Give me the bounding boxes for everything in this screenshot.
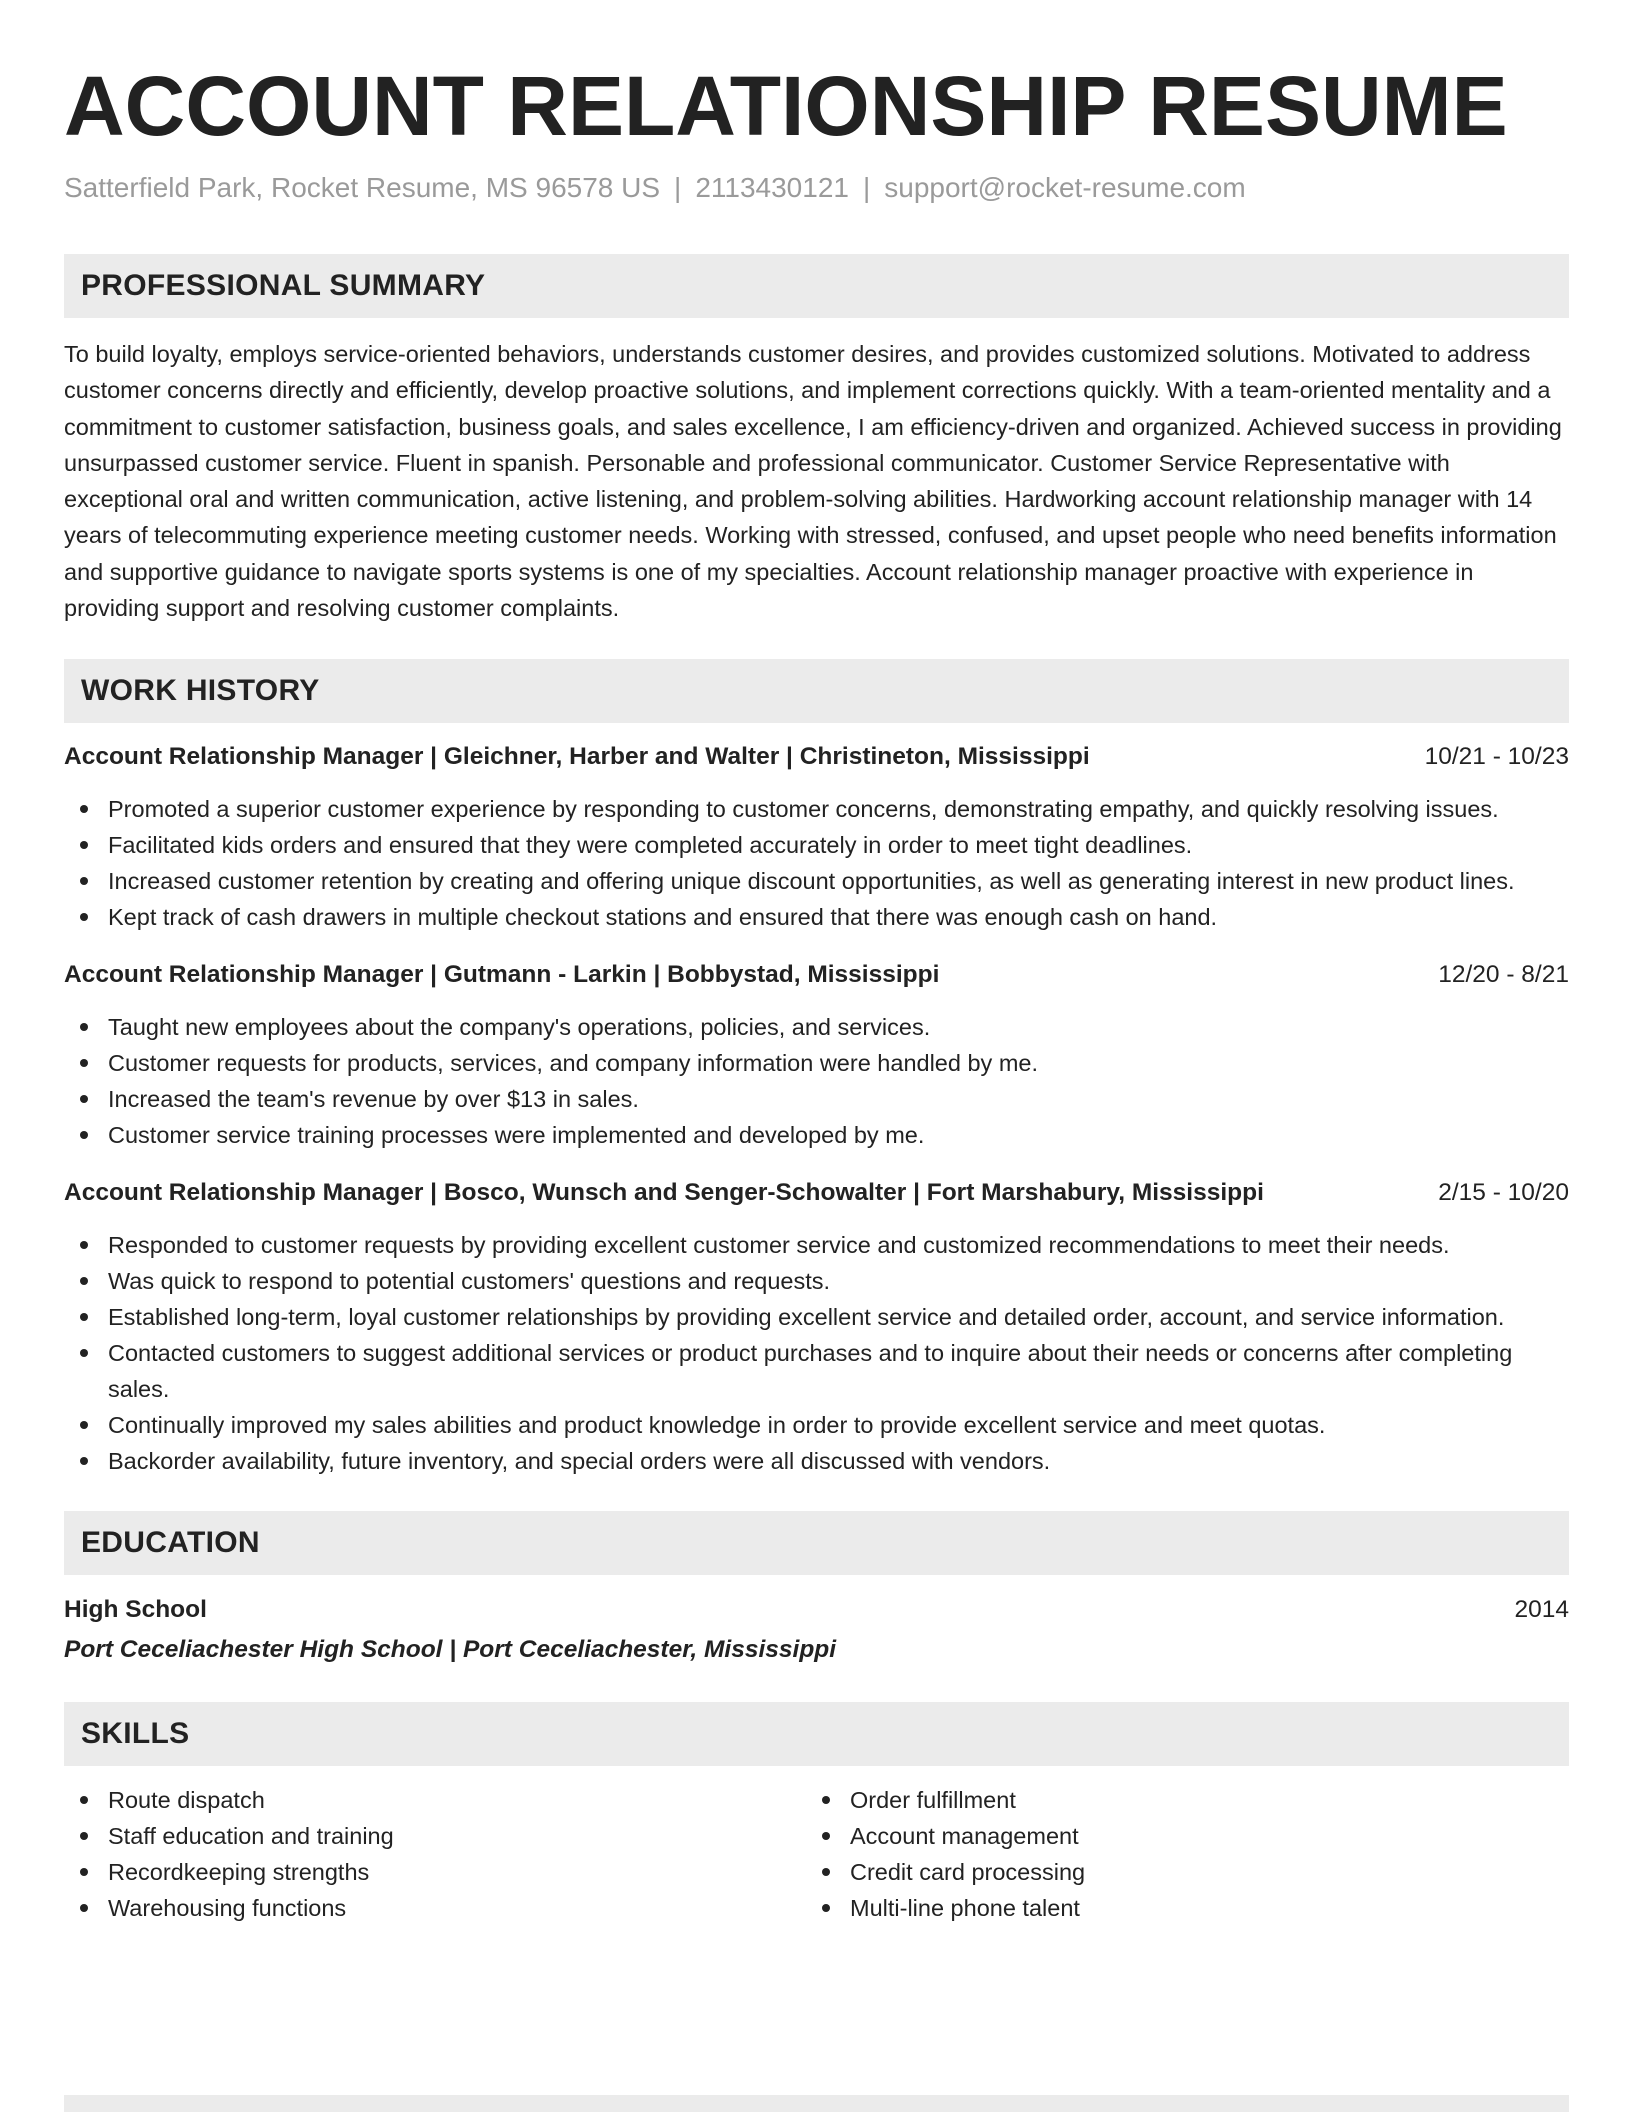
job-bullet: Taught new employees about the company's operations, policies, and services. [64, 1009, 1569, 1045]
job-bullet: Facilitated kids orders and ensured that they were completed accurately in order to meet tight deadlines. [64, 827, 1569, 863]
skills-heading: SKILLS [81, 1717, 190, 1751]
skill-item: Multi-line phone talent [806, 1890, 1548, 1926]
contact-separator: | [862, 172, 871, 203]
job-bullet: Continually improved my sales abilities and product knowledge in order to provide excellent service and meet quotas. [64, 1407, 1569, 1443]
skills-list-right [806, 1782, 1548, 1926]
job-bullet: Was quick to respond to potential customers' questions and requests. [64, 1263, 1569, 1299]
work-section-header [64, 659, 1569, 723]
skill-item: Credit card processing [806, 1854, 1548, 1890]
summary-section-header [64, 254, 1569, 318]
job-entry [64, 739, 1569, 935]
contact-phone: 2113430121 [695, 172, 849, 203]
summary-text: To build loyalty, employs service-oriented behaviors, understands customer desires, and provides customized solutions. Motivated to address customer concerns directly and efficiently, develop proactive solutions, and implement corrections quickly. With a team-oriented mentality and a commitment to customer satisfaction, business goals, and sales excellence, I am efficiency-driven and organized. Achieved success in providing unsurpassed customer service. Fluent in spanish. Personable and professional communicator. Customer Service Representative with exceptional oral and written communication, active listening, and problem-solving abilities. Hardworking account relationship manager with 14 years of telecommuting experience meeting customer needs. Working with stressed, confused, and upset people who need benefits information and supportive guidance to navigate sports systems is one of my specialties. Account relationship manager proactive with experience in providing support and resolving customer complaints. [64, 341, 1562, 622]
job-bullet: Backorder availability, future inventory, and special orders were all discussed with vendors. [64, 1443, 1569, 1479]
contact-address: Satterfield Park, Rocket Resume, MS 96578 US [64, 172, 661, 203]
skills-list-left [64, 1782, 806, 1926]
resume-title: ACCOUNT RELATIONSHIP RESUME [64, 59, 1508, 153]
education-header [64, 1592, 1569, 1628]
job-dates: 12/20 - 8/21 [1438, 961, 1569, 989]
job-entry [64, 1175, 1569, 1479]
job-bullets [64, 1009, 1569, 1153]
job-entry [64, 957, 1569, 1153]
job-title: Account Relationship Manager | Bosco, Wunsch and Senger-Schowalter | Fort Marshabury, Mississippi [64, 1179, 1264, 1207]
skill-item: Account management [806, 1818, 1548, 1854]
job-dates: 2/15 - 10/20 [1438, 1179, 1569, 1207]
education-degree: High School [64, 1596, 207, 1624]
job-bullet: Established long-term, loyal customer relationships by providing excellent service and detailed order, account, and service information. [64, 1299, 1569, 1335]
work-heading: WORK HISTORY [81, 674, 320, 708]
job-bullet: Increased the team's revenue by over $13 in sales. [64, 1081, 1569, 1117]
job-bullet: Promoted a superior customer experience by responding to customer concerns, demonstrating empathy, and quickly resolving issues. [64, 791, 1569, 827]
skill-item: Recordkeeping strengths [64, 1854, 806, 1890]
job-title: Account Relationship Manager | Gleichner, Harber and Walter | Christineton, Mississippi [64, 743, 1090, 771]
contact-separator: | [674, 172, 682, 203]
education-heading: EDUCATION [81, 1526, 260, 1560]
job-bullets [64, 1227, 1569, 1479]
skills-section-header [64, 1702, 1569, 1766]
job-header [64, 957, 1569, 993]
education-year: 2014 [1514, 1596, 1569, 1624]
skill-item: Staff education and training [64, 1818, 806, 1854]
contact-line [64, 170, 1569, 206]
summary-heading: PROFESSIONAL SUMMARY [81, 269, 486, 302]
job-bullet: Kept track of cash drawers in multiple checkout stations and ensured that there was enough cash on hand. [64, 899, 1569, 935]
job-title: Account Relationship Manager | Gutmann - Larkin | Bobbystad, Mississippi [64, 961, 940, 989]
job-bullet: Responded to customer requests by providing excellent customer service and customized recommendations to meet their needs. [64, 1227, 1569, 1263]
education-school: Port Ceceliachester High School | Port Ceceliachester, Mississippi [64, 1636, 837, 1664]
job-header [64, 739, 1569, 775]
job-bullet: Increased customer retention by creating and offering unique discount opportunities, as well as generating interest in new product lines. [64, 863, 1569, 899]
resume-page [64, 0, 1569, 1926]
job-bullet: Customer requests for products, services, and company information were handled by me. [64, 1045, 1569, 1081]
contact-email: support@rocket-resume.com [884, 172, 1246, 203]
job-header [64, 1175, 1569, 1211]
education-section-header [64, 1511, 1569, 1575]
skill-item: Warehousing functions [64, 1890, 806, 1926]
job-bullet: Contacted customers to suggest additional services or product purchases and to inquire about their needs or concerns after completing sales. [64, 1335, 1569, 1407]
next-section-header-partial [64, 2095, 1569, 2112]
skills-grid [64, 1782, 1569, 1926]
skill-item: Route dispatch [64, 1782, 806, 1818]
skill-item: Order fulfillment [806, 1782, 1548, 1818]
job-bullet: Customer service training processes were implemented and developed by me. [64, 1117, 1569, 1153]
job-dates: 10/21 - 10/23 [1424, 743, 1569, 771]
job-bullets [64, 791, 1569, 935]
